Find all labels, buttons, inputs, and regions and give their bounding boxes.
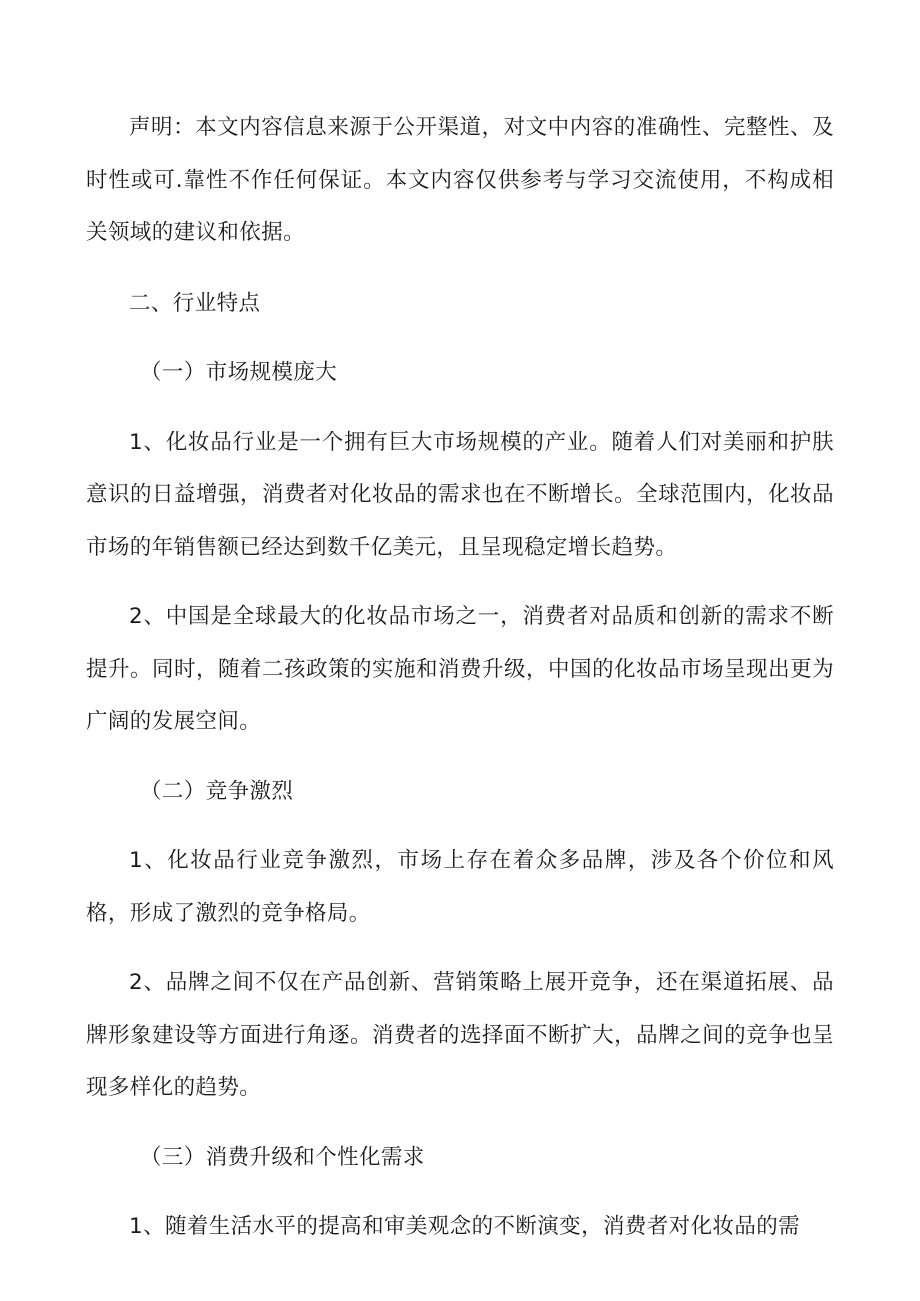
subsection-title-2: （二）竞争激烈 — [140, 778, 294, 804]
paragraph-1-2: 2、中国是全球最大的化妆品市场之一，消费者对品质和创新的需求不断提升。同时，随着二孩政策的实施和消费升级，中国的化妆品市场呈现出更为广阔的发展空间。 — [86, 604, 834, 734]
disclaimer-paragraph: 声明：本文内容信息来源于公开渠道，对文中内容的准确性、完整性、及时性或可.靠性不作任何保证。本文内容仅供参考与学习交流使用，不构成相关领域的建议和依据。 — [86, 115, 834, 245]
section-title: 二、行业特点 — [129, 290, 261, 316]
paragraph-2-1: 1、化妆品行业竞争激烈，市场上存在着众多品牌，涉及各个价位和风格，形成了激烈的竞争格局。 — [86, 848, 834, 926]
paragraph-1-1: 1、化妆品行业是一个拥有巨大市场规模的产业。随着人们对美丽和护肤意识的日益增强，消费者对化妆品的需求也在不断增长。全球范围内，化妆品市场的年销售额已经达到数千亿美元，且呈现稳定增长趋势。 — [86, 429, 834, 560]
subsection-title-3: （三）消费升级和个性化需求 — [140, 1144, 425, 1170]
paragraph-3-1: 1、随着生活水平的提高和审美观念的不断演变，消费者对化妆品的需 — [129, 1214, 801, 1239]
subsection-title-1: （一）市场规模庞大 — [140, 360, 338, 385]
paragraph-2-2: 2、品牌之间不仅在产品创新、营销策略上展开竞争，还在渠道拓展、品牌形象建设等方面进行角逐。消费者的选择面不断扩大，品牌之间的竞争也呈现多样化的趋势。 — [86, 970, 834, 1100]
document-body — [86, 102, 834, 1254]
